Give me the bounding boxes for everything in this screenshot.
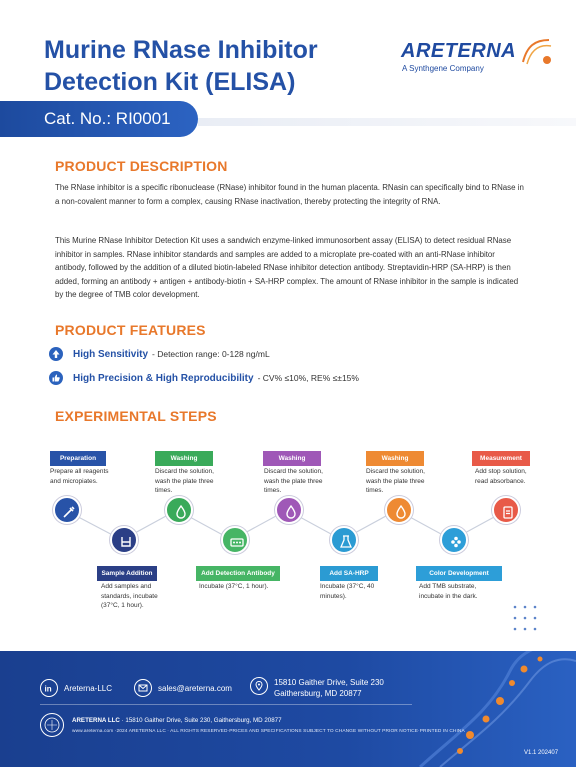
step-circle-sample-addition: [110, 526, 138, 554]
document-version: V1.1 202407: [524, 750, 559, 756]
step-circle-preparation: [53, 496, 81, 524]
page-title: [44, 34, 374, 98]
step-label-text: Add Detection Antibody: [201, 570, 275, 577]
step-label-preparation: [50, 451, 106, 466]
company-address: · 15810 Gaither Drive, Suite 230, Gaithersburg, MD 20877: [119, 717, 282, 724]
step-circle-detection-antibody: [221, 526, 249, 554]
logo-tagline: A Synthgene Company: [402, 64, 484, 73]
section-heading-features: PRODUCT FEATURES: [55, 322, 206, 338]
footer-divider: [40, 704, 412, 705]
footer-legal-text: www.areterna.com ·2024 ARETERNA LLC · ALL RIGHTS RESERVED·PRICES AND SPECIFICATIONS SUBJECT TO CHANGE WITHOUT PRIOR NOTICE·PRINTED IN CHINA: [72, 729, 465, 734]
step-label-text: Preparation: [59, 455, 97, 462]
step-label-text: Add SA-HRP: [329, 570, 369, 577]
logo-wordmark: ARETERNA: [401, 40, 517, 62]
address-line-1: 15810 Gaither Drive, Suite 230: [274, 678, 384, 687]
step-label-washing-3: [366, 451, 424, 466]
step-label-text: Washing: [278, 455, 306, 462]
step-circle-washing-2: [275, 496, 303, 524]
feature-item-precision: [49, 369, 359, 387]
step-label-sa-hrp: [320, 566, 378, 581]
beaker-icon: [118, 534, 134, 550]
title-line-2: Detection Kit (ELISA): [44, 68, 296, 96]
step-desc-sample-addition: Add samples and standards, incubate (37°C, 1 hour).: [101, 583, 158, 609]
feature-detail: - CV% ≤10%, RE% ≤±15%: [257, 373, 359, 383]
step-label-detection-antibody: [196, 566, 280, 581]
step-label-washing-2: [263, 451, 321, 466]
droplet-icon: [283, 504, 299, 520]
section-heading-steps: EXPERIMENTAL STEPS: [55, 408, 217, 424]
description-paragraph-2: This Murine RNase Inhibitor Detection Kit uses a sandwich enzyme-linked immunosorbent assay (ELISA) to detect residual RNase inhibitor in samples. RNase inhibitor standards and samples are added to a microplate pre-coated with an anti-RNase inhibitor antibody, followed by the addition of a diluted biotin-labeled RNase inhibitor detection antibody. Streptavidin-HRP (SA-HRP) is then added, forming an antibody + antigen + antibody-biotin + SA-HRP complex. The amount of RNase inhibitor in the sample is indicated by the degree of TMB color development.: [55, 236, 519, 300]
step-label-text: Washing: [381, 455, 409, 462]
step-circle-measurement: [492, 496, 520, 524]
linkedin-icon: [40, 679, 58, 697]
step-label-text: Sample Addition: [101, 570, 153, 577]
step-label-text: Color Development: [429, 570, 489, 577]
step-label-text: Measurement: [480, 455, 522, 462]
catalog-banner: [0, 101, 198, 137]
feature-name: High Sensitivity: [73, 348, 149, 360]
feature-name: High Precision & High Reproducibility: [73, 372, 254, 384]
email-icon: [134, 679, 152, 697]
step-desc-washing-2: Discard the solution, wash the plate three times.: [264, 468, 323, 494]
droplet-icon: [173, 504, 189, 520]
pipette-icon: [61, 504, 77, 520]
catalog-number: Cat. No.: RI0001: [44, 109, 171, 128]
step-circle-washing-3: [385, 496, 413, 524]
svg-text:in: in: [44, 684, 52, 694]
logo-mark-icon: [519, 36, 553, 68]
step-label-color-development: [416, 566, 502, 581]
step-label-text: Washing: [170, 455, 198, 462]
description-paragraph-1: The RNase inhibitor is a specific ribonuclease (RNase) inhibitor found in the human placenta. RNasin can specifically bind to RNase in a non-covalent manner to form a complex, causing RNase inactivation, thereby protecting the integrity of RNA.: [55, 183, 524, 206]
dots-icon: [448, 534, 464, 550]
arrow-up-icon: [49, 347, 63, 361]
footer-linkedin[interactable]: [40, 679, 112, 697]
section-heading-description: PRODUCT DESCRIPTION: [55, 158, 228, 174]
plate-icon: [229, 534, 245, 550]
step-circle-color-development: [440, 526, 468, 554]
address-line-2: Gaithersburg, MD 20877: [274, 689, 362, 698]
header-divider: [198, 118, 576, 126]
linkedin-text: Areterna-LLC: [64, 683, 113, 693]
step-label-measurement: [472, 451, 530, 466]
location-pin-icon: [250, 677, 268, 695]
step-desc-detection-antibody: Incubate (37°C, 1 hour).: [199, 583, 269, 590]
title-line-1: Murine RNase Inhibitor: [44, 36, 318, 64]
step-desc-sa-hrp: Incubate (37°C, 40 minutes).: [320, 583, 375, 600]
step-circle-sa-hrp: [330, 526, 358, 554]
step-desc-color-development: Add TMB substrate, incubate in the dark.: [419, 583, 478, 600]
step-circle-washing-1: [165, 496, 193, 524]
footer-email[interactable]: [134, 679, 232, 697]
step-desc-washing-1: Discard the solution, wash the plate three times.: [155, 468, 214, 494]
step-desc-measurement: Add stop solution, read absorbance.: [475, 468, 527, 485]
step-label-washing-1: [155, 451, 213, 466]
droplet-icon: [393, 504, 409, 520]
feature-item-sensitivity: [49, 345, 270, 363]
areterna-logo: [401, 40, 551, 80]
company-name: ARETERNA LLC: [72, 717, 120, 724]
clipboard-icon: [500, 504, 516, 520]
footer: [0, 651, 576, 767]
thumbs-up-icon: [49, 371, 63, 385]
step-label-sample-addition: [97, 566, 157, 581]
footer-company-line: [72, 717, 282, 724]
flask-icon: [338, 534, 354, 550]
email-text: sales@areterna.com: [158, 683, 232, 693]
decorative-dot-grid: [512, 604, 542, 634]
step-desc-washing-3: Discard the solution, wash the plate three times.: [366, 468, 425, 494]
step-desc-preparation: Prepare all reagents and micropiates.: [50, 468, 109, 485]
company-seal-icon: [40, 713, 64, 737]
feature-detail: - Detection range: 0-128 ng/mL: [152, 349, 270, 359]
footer-address: [250, 677, 384, 699]
